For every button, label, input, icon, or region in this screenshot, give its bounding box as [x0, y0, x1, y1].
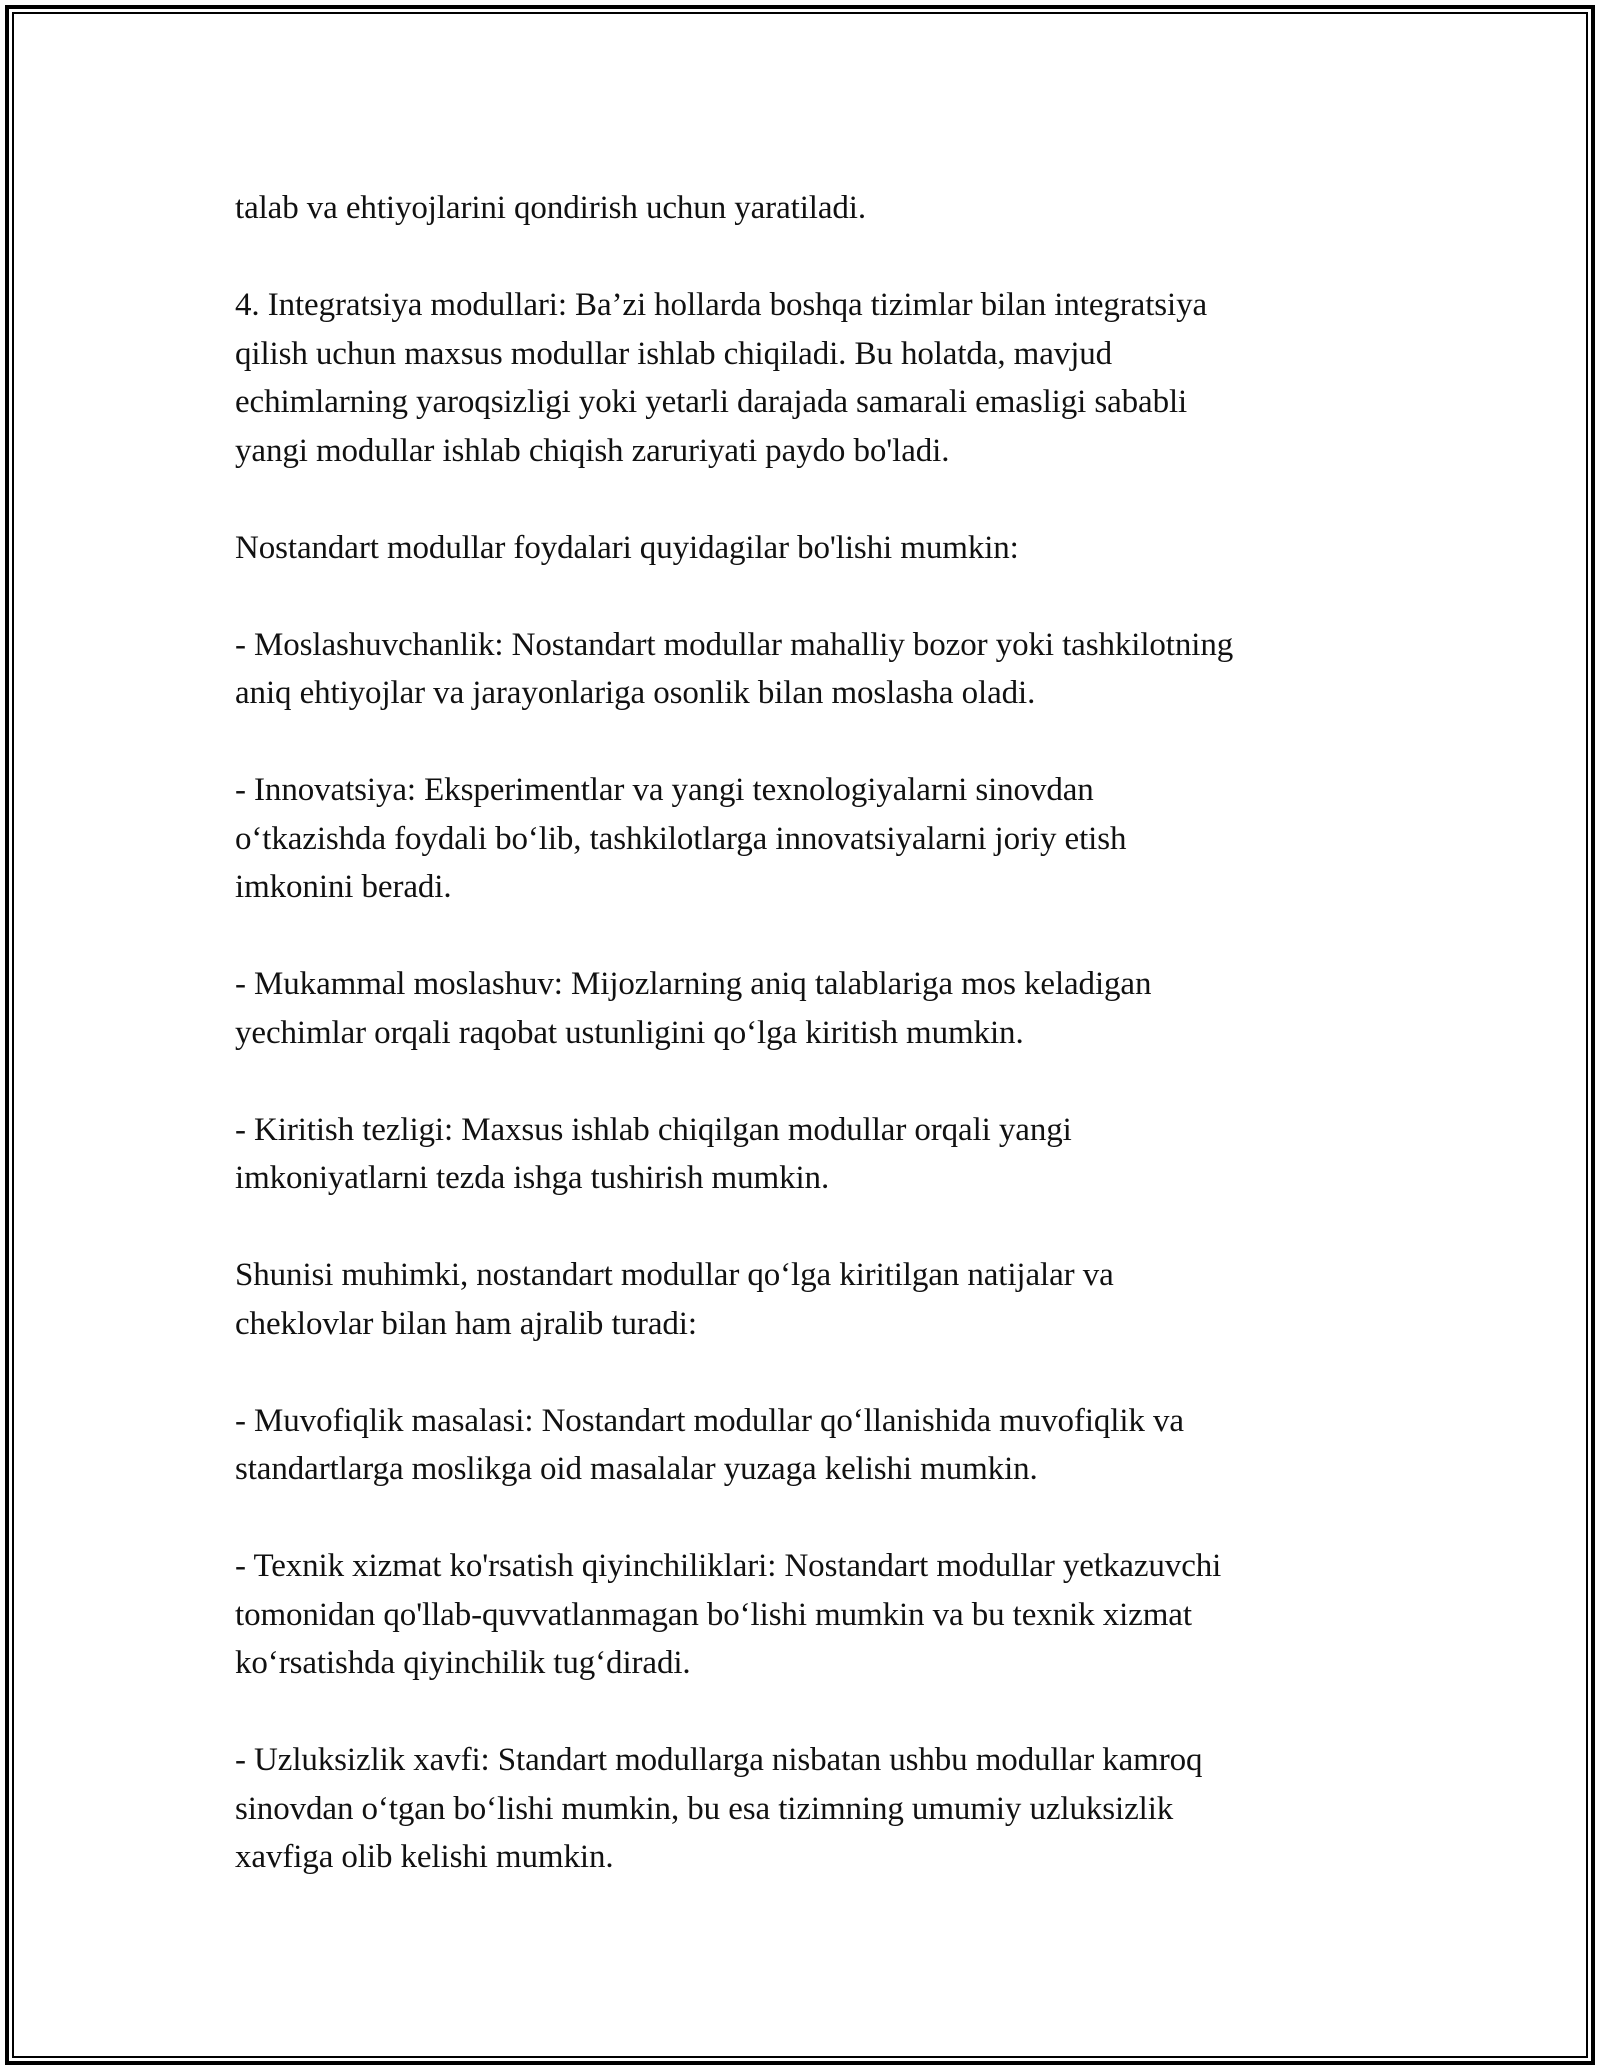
list-item-compliance: - Muvofiqlik masalasi: Nostandart modullar qo‘llanishida muvofiqlik va standartlarga moslikga oid masalalar yuzaga kelishi mumkin. — [235, 1402, 1184, 1487]
document-body — [235, 184, 1375, 1930]
list-item-continuity-risk: - Uzluksizlik xavfi: Standart modullarga nisbatan ushbu modullar kamroq sinovdan o‘tgan bo‘lishi mumkin, bu esa tizimning umumiy uzluksizlik xavfiga olib kelishi mumkin. — [235, 1742, 1203, 1875]
list-item-perfect-fit: - Mukammal moslashuv: Mijozlarning aniq talablariga mos keladigan yechimlar orqali raqobat ustunligini qo‘lga kiritish mumkin. — [235, 966, 1152, 1051]
list-item-innovation: - Innovatsiya: Eksperimentlar va yangi texnologiyalarni sinovdan o‘tkazishda foydali bo‘lib, tashkilotlarga innovatsiyalarni joriy etish imkonini beradi. — [235, 772, 1127, 905]
list-item-maintenance: - Texnik xizmat ko'rsatish qiyinchiliklari: Nostandart modullar yetkazuvchi tomonidan qo'llab-quvvatlanmagan bo‘lishi mumkin va bu texnik xizmat ko‘rsatishda qiyinchilik tug‘diradi. — [235, 1548, 1222, 1681]
list-item-flexibility: - Moslashuvchanlik: Nostandart modullar mahalliy bozor yoki tashkilotning aniq ehtiyojlar va jarayonlariga osonlik bilan moslasha oladi. — [235, 626, 1234, 711]
paragraph-continuation: talab va ehtiyojlarini qondirish uchun yaratiladi. — [235, 190, 866, 226]
paragraph-integration-modules: 4. Integratsiya modullari: Ba’zi hollarda boshqa tizimlar bilan integratsiya qilish uchun maxsus modullar ishlab chiqiladi. Bu holatda, mavjud echimlarning yaroqsizligi yoki yetarli darajada samarali emasligi sababli yangi modullar ishlab chiqish zaruriyati paydo bo'ladi. — [235, 287, 1208, 469]
list-item-speed: - Kiritish tezligi: Maxsus ishlab chiqilgan modullar orqali yangi imkoniyatlarni tezda ishga tushirish mumkin. — [235, 1111, 1072, 1196]
paragraph-benefits-intro: Nostandart modullar foydalari quyidagilar bo'lishi mumkin: — [235, 529, 1019, 566]
paragraph-limitations-intro: Shunisi muhimki, nostandart modullar qo‘lga kiritilgan natijalar va cheklovlar bilan ham ajralib turadi: — [235, 1257, 1114, 1342]
